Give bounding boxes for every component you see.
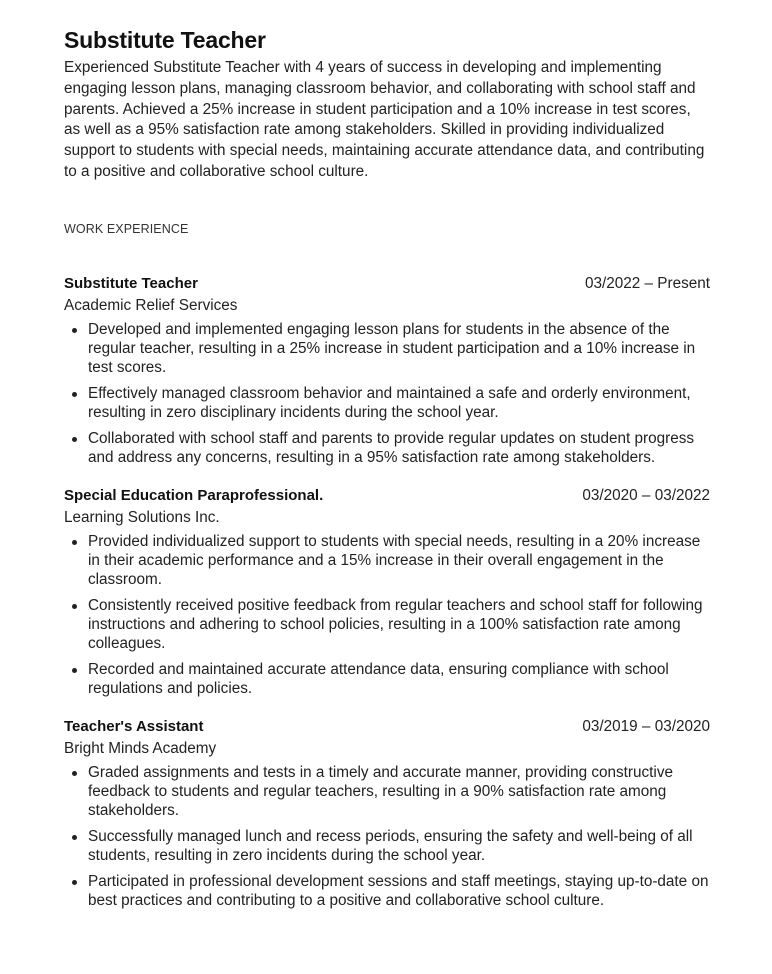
job-bullets <box>64 320 710 467</box>
bullet-text: Participated in professional development sessions and staff meetings, staying up-to-date on best practices and contributing to a positive and collaborative school culture. <box>88 872 709 909</box>
list-item <box>64 532 710 589</box>
bullet-text: Provided individualized support to students with special needs, resulting in a 20% increase in their academic performance and a 15% increase in their overall engagement in the classroom. <box>88 532 701 588</box>
resume-title: Substitute Teacher <box>64 27 266 53</box>
company-name: Academic Relief Services <box>64 296 238 314</box>
bullet-text: Collaborated with school staff and parents to provide regular updates on student progress and address any concerns, resulting in a 95% satisfaction rate among stakeholders. <box>88 429 695 466</box>
list-item <box>64 763 710 820</box>
list-item <box>64 827 710 865</box>
bullet-icon <box>72 604 77 609</box>
bullet-icon <box>72 392 77 397</box>
list-item <box>64 320 710 377</box>
bullet-text: Successfully managed lunch and recess periods, ensuring the safety and well-being of all students, resulting in zero incidents during the school year. <box>88 827 693 864</box>
job-title: Substitute Teacher <box>64 274 198 292</box>
company-name: Learning Solutions Inc. <box>64 508 220 526</box>
job-header <box>64 718 710 736</box>
job-bullets <box>64 763 710 910</box>
bullet-text: Graded assignments and tests in a timely and accurate manner, providing constructive feedback to students and regular teachers, resulting in a 90% satisfaction rate among stakeholders. <box>88 763 673 819</box>
bullet-icon <box>72 328 77 333</box>
bullet-icon <box>72 835 77 840</box>
list-item <box>64 660 710 698</box>
bullet-text: Recorded and maintained accurate attendance data, ensuring compliance with school regulations and policies. <box>88 660 669 697</box>
bullet-text: Developed and implemented engaging lesson plans for students in the absence of the regular teacher, resulting in a 25% increase in student participation and a 10% increase in test scores. <box>88 320 696 376</box>
job-entry <box>64 718 710 910</box>
professional-summary: Experienced Substitute Teacher with 4 years of success in developing and implementing engaging lesson plans, managing classroom behavior, and collaborating with school staff and parents. Achieved a 25% increase in student participation and a 10% increase in test scores, as well as a 95% satisfaction rate among stakeholders. Skilled in providing individualized support to students with special needs, maintaining accurate attendance data, and contributing to a positive and collaborative school culture. <box>64 59 705 180</box>
job-dates: 03/2019 – 03/2020 <box>582 717 710 735</box>
work-experience-heading: WORK EXPERIENCE <box>64 221 189 236</box>
bullet-icon <box>72 437 77 442</box>
list-item <box>64 429 710 467</box>
job-title: Teacher's Assistant <box>64 717 204 735</box>
list-item <box>64 384 710 422</box>
job-title: Special Education Paraprofessional. <box>64 486 324 504</box>
bullet-text: Consistently received positive feedback from regular teachers and school staff for following instructions and adhering to school policies, resulting in a 100% satisfaction rate among colleagues. <box>88 596 703 652</box>
company-name: Bright Minds Academy <box>64 739 217 757</box>
bullet-icon <box>72 771 77 776</box>
job-entry <box>64 275 710 467</box>
bullet-icon <box>72 880 77 885</box>
list-item <box>64 596 710 653</box>
list-item <box>64 872 710 910</box>
job-header <box>64 487 710 505</box>
resume-page <box>64 24 710 917</box>
job-dates: 03/2022 – Present <box>584 274 710 292</box>
job-bullets <box>64 532 710 698</box>
job-entry <box>64 487 710 698</box>
bullet-icon <box>72 540 77 545</box>
job-header <box>64 275 710 293</box>
job-dates: 03/2020 – 03/2022 <box>582 486 710 504</box>
bullet-text: Effectively managed classroom behavior and maintained a safe and orderly environment, resulting in zero disciplinary incidents during the school year. <box>88 384 691 421</box>
bullet-icon <box>72 668 77 673</box>
